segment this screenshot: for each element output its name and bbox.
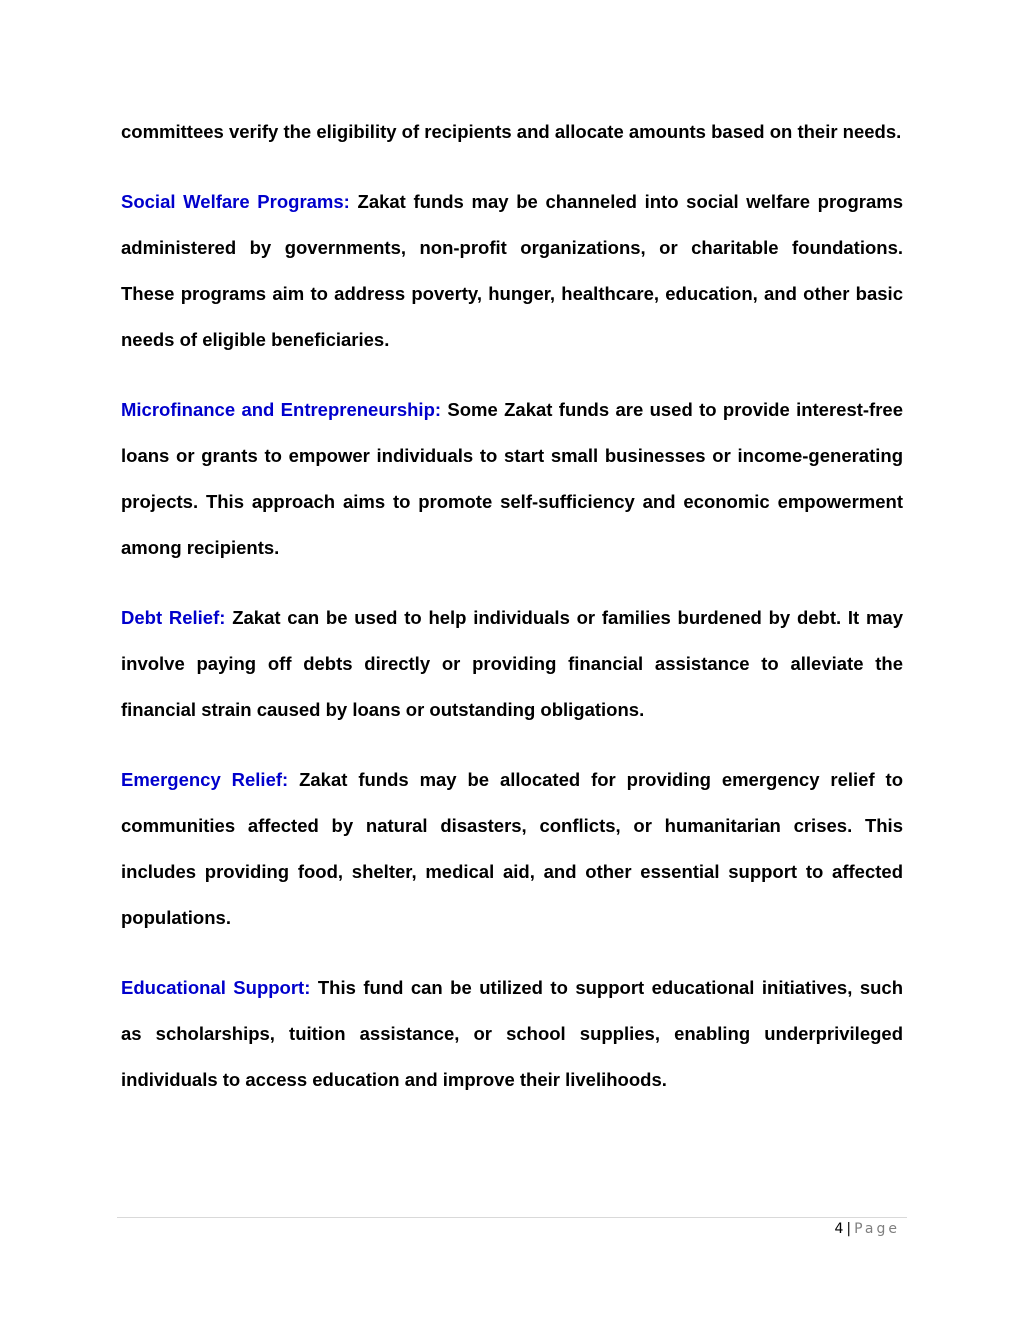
paragraph-educational-support <box>121 965 903 1103</box>
paragraph-term: Educational Support: <box>121 977 311 998</box>
paragraph-term: Microfinance and Entrepreneurship: <box>121 399 442 420</box>
paragraph-text: Zakat funds may be allocated for providing emergency relief to communities affected by natural disasters, conflicts, or humanitarian crises. This includes providing food, shelter, medical aid, and other essential support to affected populations. <box>121 769 903 928</box>
paragraph-emergency-relief <box>121 757 903 941</box>
paragraph-debt-relief <box>121 595 903 733</box>
paragraph-text: Some Zakat funds are used to provide interest-free loans or grants to empower individuals to start small businesses or income-generating projects. This approach aims to promote self-sufficiency and economic empowerment among recipients. <box>121 399 903 558</box>
page-footer <box>834 1221 900 1237</box>
paragraph-social-welfare-programs <box>121 179 903 363</box>
paragraph-term: Debt Relief: <box>121 607 226 628</box>
paragraph-text: Zakat can be used to help individuals or families burdened by debt. It may involve paying off debts directly or providing financial assistance to alleviate the financial strain caused by loans or outstanding obligations. <box>121 607 903 720</box>
page-body <box>121 109 903 1127</box>
footer-divider <box>117 1217 907 1218</box>
page-label: Page <box>854 1221 900 1237</box>
page-number: 4 <box>834 1221 844 1237</box>
paragraph-term: Emergency Relief: <box>121 769 289 790</box>
footer-separator: | <box>846 1221 852 1237</box>
paragraph-text: This fund can be utilized to support educational initiatives, such as scholarships, tuition assistance, or school supplies, enabling underprivileged individuals to access education and improve their livelihoods. <box>121 977 903 1090</box>
paragraph-term: Social Welfare Programs: <box>121 191 350 212</box>
paragraph-text: Zakat funds may be channeled into social welfare programs administered by governments, non-profit organizations, or charitable foundations. These programs aim to address poverty, hunger, healthcare, education, and other basic needs of eligible beneficiaries. <box>121 191 903 350</box>
paragraph-continuation <box>121 109 903 155</box>
paragraph-microfinance <box>121 387 903 571</box>
paragraph-text: committees verify the eligibility of recipients and allocate amounts based on their needs. <box>121 121 902 142</box>
